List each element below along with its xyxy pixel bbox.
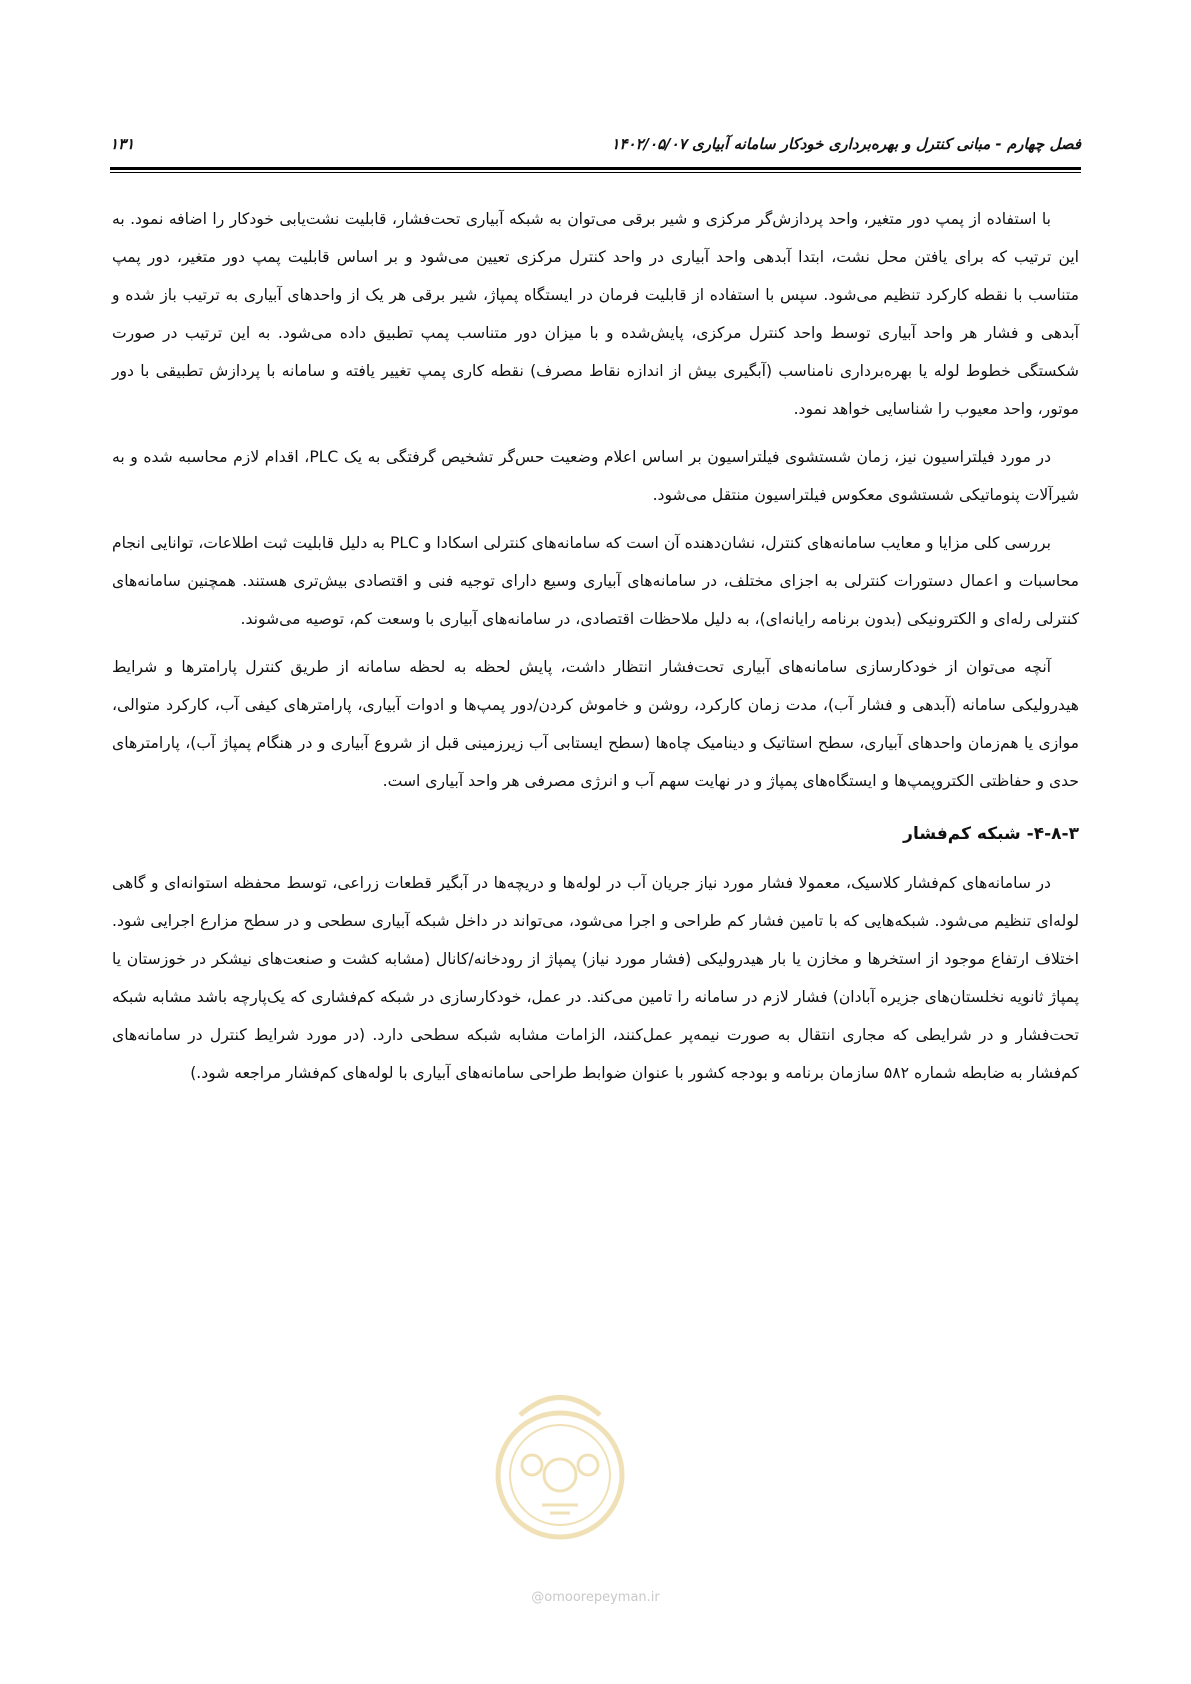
paragraph: در سامانه‌های کم‌فشار کلاسیک، معمولا فشار مورد نیاز جریان آب در لوله‌ها و دریچه‌ها در آبگیر قطعات زراعی، توسط محفظه استوانه‌ای و گاهی لوله‌ای تنظیم می‌شود. شبکه‌هایی که با تامین فشار کم طراحی و اجرا می‌شود، می‌تواند در داخل شبکه آبیاری سطحی و در سطح مزارع اجرایی شود. اختلاف ارتفاع موجود از استخرها و مخازن یا بار هیدرولیکی (فشار مورد نیاز) پمپاژ از رودخانه/کانال (مشابه کشت و صنعت‌های نیشکر در خوزستان یا پمپاژ ثانویه نخلستان‌های جزیره آبادان) فشار لازم در سامانه را تامین می‌کند. در عمل، خودکارسازی در شبکه کم‌فشاری که یک‌پارچه باشد مشابه شبکه تحت‌فشار و در شرایطی که مجاری انتقال به صورت نیمه‌پر عمل‌کنند، الزامات مشابه شبکه سطحی دارد. (در مورد شرایط کنترل در سامانه‌های کم‌فشار به ضابطه شماره ۵۸۲ سازمان برنامه و بودجه کشور با عنوان ضوابط طراحی سامانه‌های آبیاری با لوله‌های کم‌فشار مراجعه شود.) bbox=[112, 874, 1079, 1082]
header-rule bbox=[110, 167, 1081, 170]
paragraph: بررسی کلی مزایا و معایب سامانه‌های کنترل، نشان‌دهنده آن است که سامانه‌های کنترلی اسکادا و PLC به دلیل قابلیت ثبت اطلاعات، توانایی انجام محاسبات و اعمال دستورات کنترلی به اجزای مختلف، در سامانه‌های آبیاری وسیع دارای توجیه فنی و اقتصادی بیش‌تری هستند. همچنین سامانه‌های کنترلی رله‌ای و الکترونیکی (بدون برنامه رایانه‌ای)، به دلیل ملاحظات اقتصادی، در سامانه‌های آبیاری با وسعت کم، توصیه می‌شوند. bbox=[112, 534, 1079, 628]
paragraph: با استفاده از پمپ دور متغیر، واحد پردازش‌گر مرکزی و شیر برقی می‌توان به شبکه آبیاری تحت‌فشار، قابلیت نشت‌یابی خودکار را اضافه نمود. به این ترتیب که برای یافتن محل نشت، ابتدا آبدهی واحد آبیاری در واحد کنترل مرکزی تعیین می‌شود و بر اساس قابلیت پمپ دور متغیر، دور پمپ متناسب با نقطه کارکرد تنظیم می‌شود. سپس با استفاده از قابلیت فرمان در ایستگاه پمپاژ، شیر برقی هر یک از واحدهای آبیاری به ترتیب باز شده و آبدهی و فشار هر واحد آبیاری توسط واحد کنترل مرکزی، پایش‌شده و با میزان دور متناسب پمپ تطبیق داده می‌شود. به این ترتیب در صورت شکستگی خطوط لوله یا بهره‌برداری نامناسب (آبگیری بیش از اندازه نقاط مصرف) نقطه کاری پمپ تغییر یافته و سامانه با پردازش تطبیقی با دور موتور، واحد معیوب را شناسایی خواهد نمود. bbox=[112, 210, 1079, 418]
watermark-site: @omoorepeyman.ir bbox=[531, 1590, 660, 1605]
page-number: ۱۳۱ bbox=[110, 135, 135, 153]
chapter-title: فصل چهارم - مبانی کنترل و بهره‌برداری خودکار سامانه آبیاری ۱۴۰۲/۰۵/۰۷ bbox=[611, 135, 1081, 153]
running-header bbox=[110, 124, 1081, 164]
section-heading: ۴-۸-۳- شبکه کم‌فشار bbox=[903, 824, 1079, 844]
paragraph: در مورد فیلتراسیون نیز، زمان شستشوی فیلتراسیون بر اساس اعلام وضعیت حس‌گر تشخیص گرفتگی به یک PLC، اقدام لازم محاسبه شده و به شیرآلات پنوماتیکی شستشوی معکوس فیلتراسیون منتقل می‌شود. bbox=[112, 448, 1079, 504]
header-rule-thin bbox=[110, 172, 1081, 173]
paragraph: آنچه می‌توان از خودکارسازی سامانه‌های آبیاری تحت‌فشار انتظار داشت، پایش لحظه به لحظه سامانه از طریق کنترل پارامترها و شرایط هیدرولیکی سامانه (آبدهی و فشار آب)، مدت زمان کارکرد، روشن و خاموش کردن/دور پمپ‌ها و ادوات آبیاری، پارامترهای کیفی آب، کارکرد متوالی، موازی یا هم‌زمان واحدهای آبیاری، سطح استاتیک و دینامیک چاه‌ها (سطح ایستابی آب زیرزمینی قبل از شروع آبیاری و در هنگام پمپاژ آب)، پارامترهای حدی و حفاظتی الکتروپمپ‌ها و ایستگاه‌های پمپاژ و در نهایت سهم آب و انرژی مصرفی هر واحد آبیاری است. bbox=[112, 658, 1079, 790]
seal-logo-icon bbox=[480, 1375, 640, 1555]
body-text bbox=[112, 200, 1079, 1102]
